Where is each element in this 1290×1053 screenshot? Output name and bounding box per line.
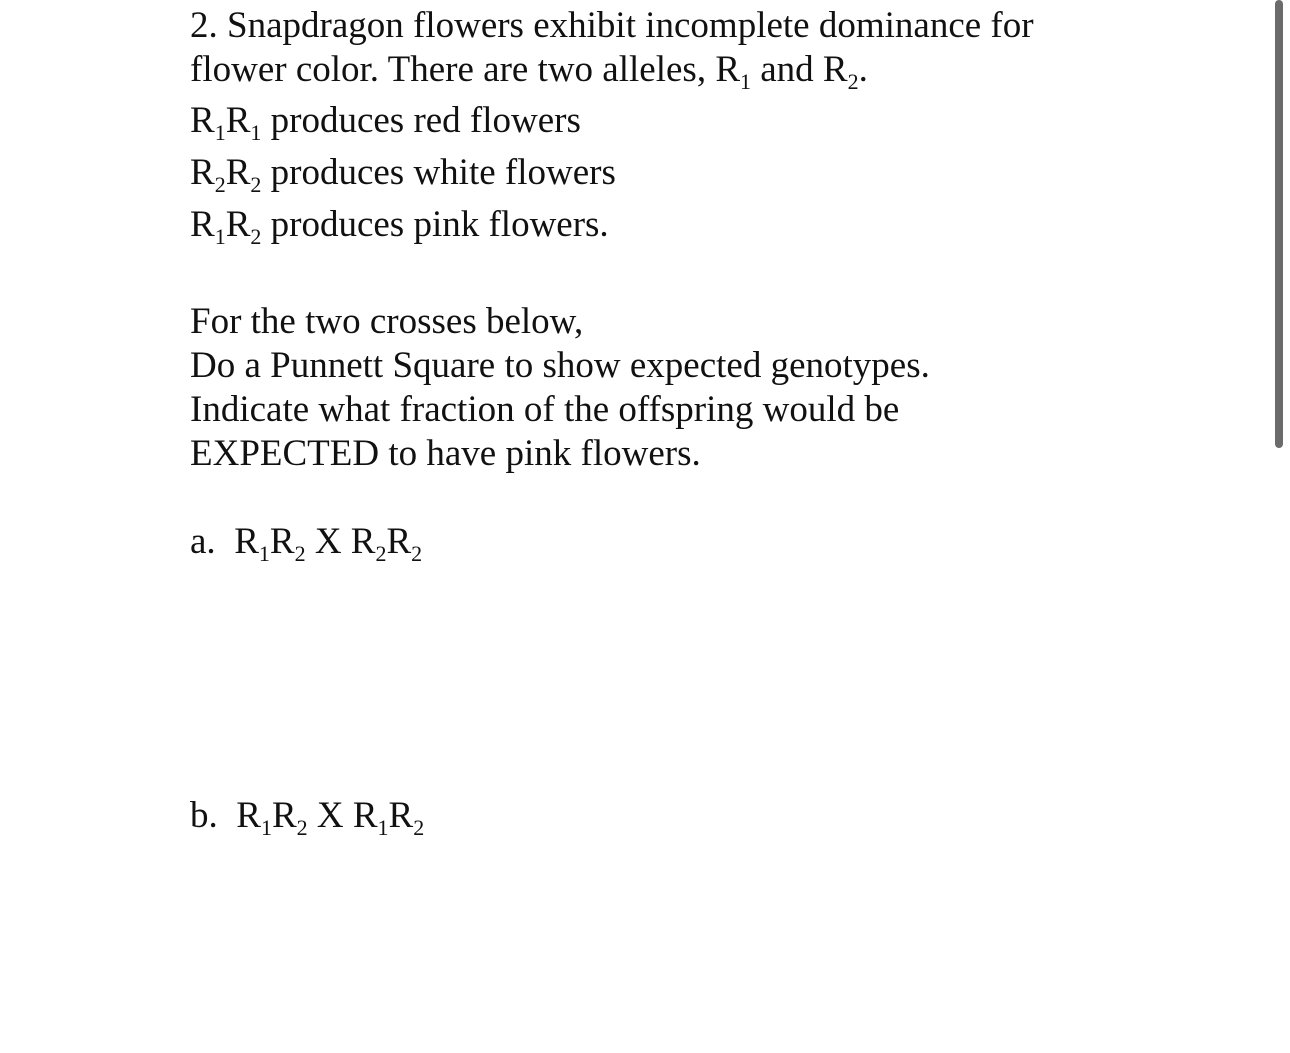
subscript: 1 — [260, 815, 272, 840]
subscript: 1 — [377, 815, 389, 840]
genotype-white — [190, 151, 616, 195]
allele: R — [225, 152, 251, 193]
subscript: 2 — [250, 172, 262, 197]
allele: R — [190, 100, 215, 141]
genotype-red — [190, 99, 581, 143]
subscript: 2 — [411, 541, 423, 566]
question-intro-line-1 — [190, 4, 1034, 48]
allele: R — [269, 521, 295, 562]
scrollbar-thumb[interactable] — [1275, 0, 1283, 448]
allele: R — [386, 521, 412, 562]
instruction-text: Indicate what fraction of the offspring would be — [190, 389, 900, 430]
instruction-text: For the two crosses below, — [190, 301, 584, 342]
instruction-text: EXPECTED to have pink flowers. — [190, 433, 701, 474]
cross-label: a. — [190, 521, 216, 562]
subscript: 2 — [250, 224, 262, 249]
subscript: 2 — [413, 815, 425, 840]
subscript: 2 — [294, 541, 306, 566]
intro-text: flower color. There are two alleles, R — [190, 49, 740, 90]
question-intro-line-2 — [190, 48, 868, 92]
cross-a — [190, 520, 422, 564]
allele: R — [352, 795, 378, 836]
allele: R — [225, 204, 251, 245]
intro-text: 2. Snapdragon flowers exhibit incomplete dominance for — [190, 5, 1034, 46]
subscript: 2 — [296, 815, 308, 840]
allele: R — [190, 204, 215, 245]
cross-b — [190, 794, 424, 838]
intro-text: . — [858, 49, 868, 90]
genotype-description: produces red flowers — [261, 100, 581, 141]
genotype-pink — [190, 203, 609, 247]
allele: R — [234, 521, 259, 562]
instruction-line-4 — [190, 432, 701, 476]
allele: R — [271, 795, 297, 836]
genotype-description: produces white flowers — [261, 152, 616, 193]
subscript: 1 — [740, 69, 751, 94]
subscript: 2 — [847, 69, 859, 94]
vertical-scrollbar[interactable] — [1272, 0, 1284, 1053]
allele: R — [190, 152, 215, 193]
instruction-text: Do a Punnett Square to show expected genotypes. — [190, 345, 930, 386]
allele: R — [225, 100, 251, 141]
instruction-line-3 — [190, 388, 899, 432]
subscript: 1 — [214, 224, 226, 249]
subscript: 1 — [250, 120, 262, 145]
intro-text: and R — [751, 49, 848, 90]
genotype-description: produces pink flowers. — [261, 204, 609, 245]
allele: R — [236, 795, 261, 836]
cross-symbol: X — [305, 521, 351, 562]
subscript: 2 — [375, 541, 387, 566]
cross-symbol: X — [307, 795, 353, 836]
subscript: 1 — [214, 120, 226, 145]
instruction-line-1 — [190, 300, 583, 344]
subscript: 1 — [258, 541, 270, 566]
instruction-line-2 — [190, 344, 930, 388]
subscript: 2 — [214, 172, 226, 197]
allele: R — [388, 795, 414, 836]
allele: R — [350, 521, 376, 562]
cross-label: b. — [190, 795, 218, 836]
